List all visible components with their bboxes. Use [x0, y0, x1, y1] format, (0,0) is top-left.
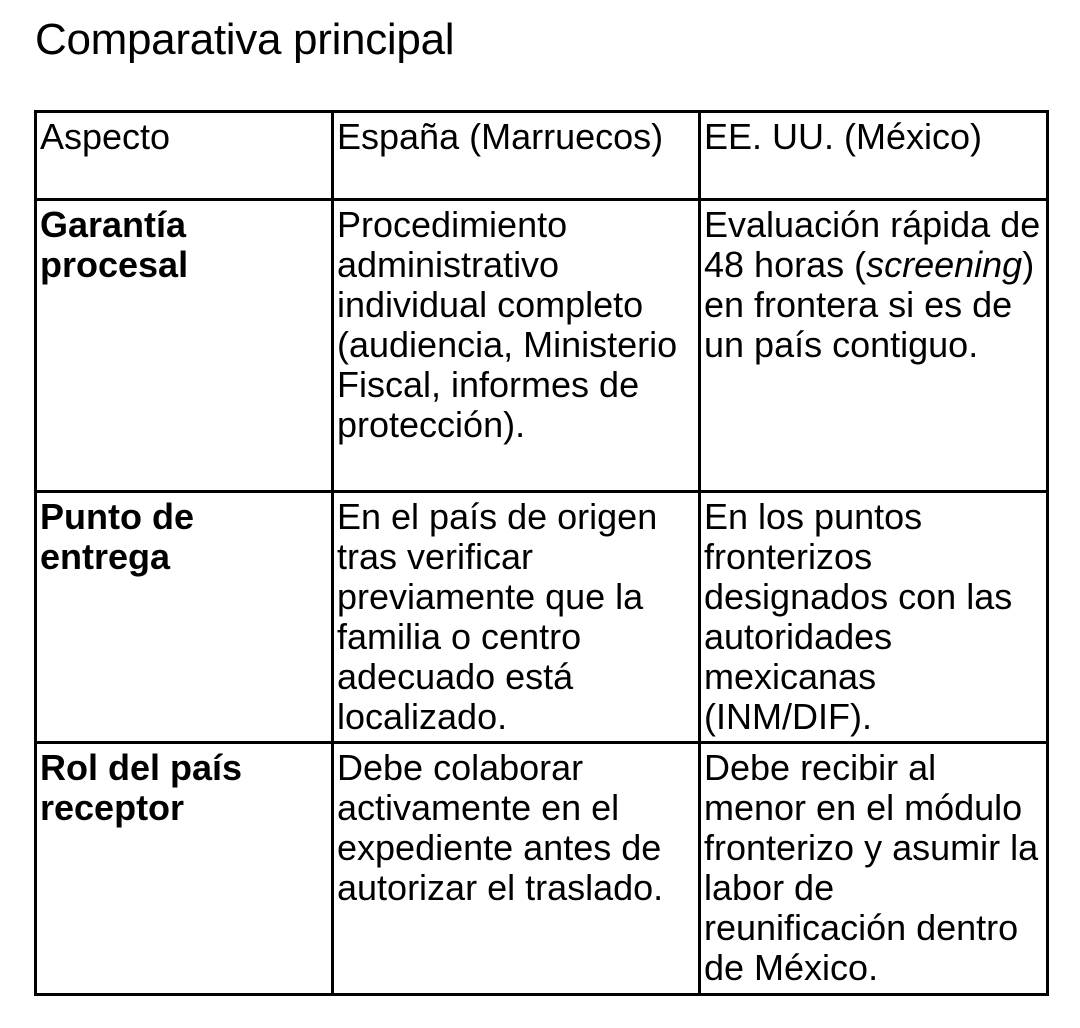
header-cell-spain: España (Marruecos)	[333, 112, 700, 200]
header-cell-aspect: Aspecto	[36, 112, 333, 200]
usa-cell: En los puntos fronterizos designados con las autoridades mexicanas (INM/DIF).	[700, 492, 1048, 743]
usa-cell	[700, 200, 1048, 492]
table-row	[36, 492, 1048, 743]
usa-cell: Debe recibir al menor en el módulo fronterizo y asumir la labor de reunificación dentro de México.	[700, 743, 1048, 995]
usa-text-italic: screening	[866, 244, 1023, 285]
comparison-table	[34, 110, 1049, 996]
usa-text-after: ) en frontera si es de un país contiguo.	[704, 244, 1035, 365]
aspect-cell: Garantía procesal	[36, 200, 333, 492]
page-title: Comparativa principal	[35, 15, 455, 64]
spain-cell: En el país de origen tras verificar previamente que la familia o centro adecuado está localizado.	[333, 492, 700, 743]
spain-cell: Procedimiento administrativo individual completo (audiencia, Ministerio Fiscal, informes de protección).	[333, 200, 700, 492]
usa-text-before: Evaluación rápida de 48 horas (	[704, 204, 1041, 285]
spain-cell: Debe colaborar activamente en el expediente antes de autorizar el traslado.	[333, 743, 700, 995]
header-cell-usa: EE. UU. (México)	[700, 112, 1048, 200]
aspect-cell: Punto de entrega	[36, 492, 333, 743]
table-row	[36, 743, 1048, 995]
table-header-row	[36, 112, 1048, 200]
table-row	[36, 200, 1048, 492]
aspect-cell: Rol del país receptor	[36, 743, 333, 995]
